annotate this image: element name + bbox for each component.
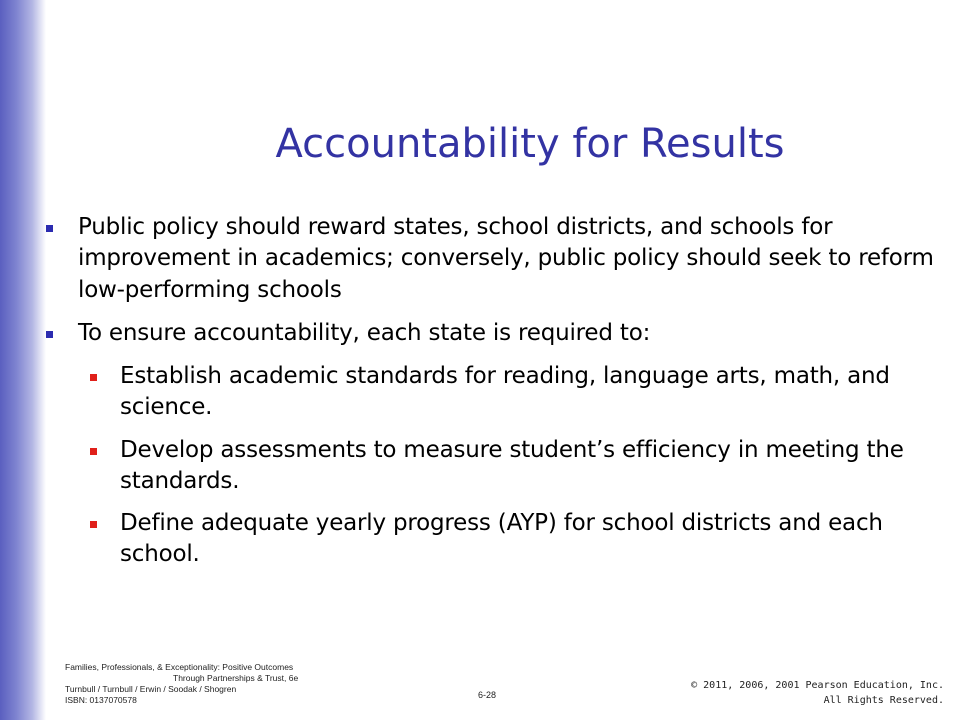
book-title-line1: Families, Professionals, & Exceptionality: Positive Outcomes <box>65 662 294 672</box>
sub-bullet-text: Establish academic standards for reading, language arts, math, and science. <box>120 363 890 421</box>
sub-bullet-item <box>46 508 951 571</box>
copyright-line2: All Rights Reserved. <box>823 695 944 706</box>
square-bullet-icon <box>90 521 97 528</box>
book-title-line2: Through Partnerships & Trust, 6e <box>173 673 299 683</box>
page-number: 6-28 <box>478 690 497 700</box>
slide-title: Accountability for Results <box>275 121 785 167</box>
book-citation <box>65 662 298 706</box>
sub-bullet-text: Develop assessments to measure student’s efficiency in meeting the standards. <box>120 436 904 494</box>
bullet-text: Public policy should reward states, school districts, and schools for improvement in academics; conversely, public policy should seek to reform low-performing schools <box>78 214 934 303</box>
copyright-line1: © 2011, 2006, 2001 Pearson Education, Inc. <box>691 680 944 691</box>
slide-content <box>46 212 951 582</box>
sub-bullet-item <box>46 435 951 498</box>
book-authors: Turnbull / Turnbull / Erwin / Soodak / Shogren <box>65 684 237 694</box>
book-isbn: ISBN: 0137070578 <box>65 695 137 705</box>
sub-bullet-text: Define adequate yearly progress (AYP) for school districts and each school. <box>120 510 883 568</box>
square-bullet-icon <box>46 225 53 232</box>
square-bullet-icon <box>90 448 97 455</box>
bullet-item <box>46 318 951 349</box>
sub-bullet-item <box>46 361 951 424</box>
square-bullet-icon <box>90 374 97 381</box>
bullet-text: To ensure accountability, each state is required to: <box>78 319 651 346</box>
copyright-notice <box>691 678 944 708</box>
square-bullet-icon <box>46 331 53 338</box>
side-gradient-bar <box>0 0 46 720</box>
bullet-item <box>46 212 951 306</box>
